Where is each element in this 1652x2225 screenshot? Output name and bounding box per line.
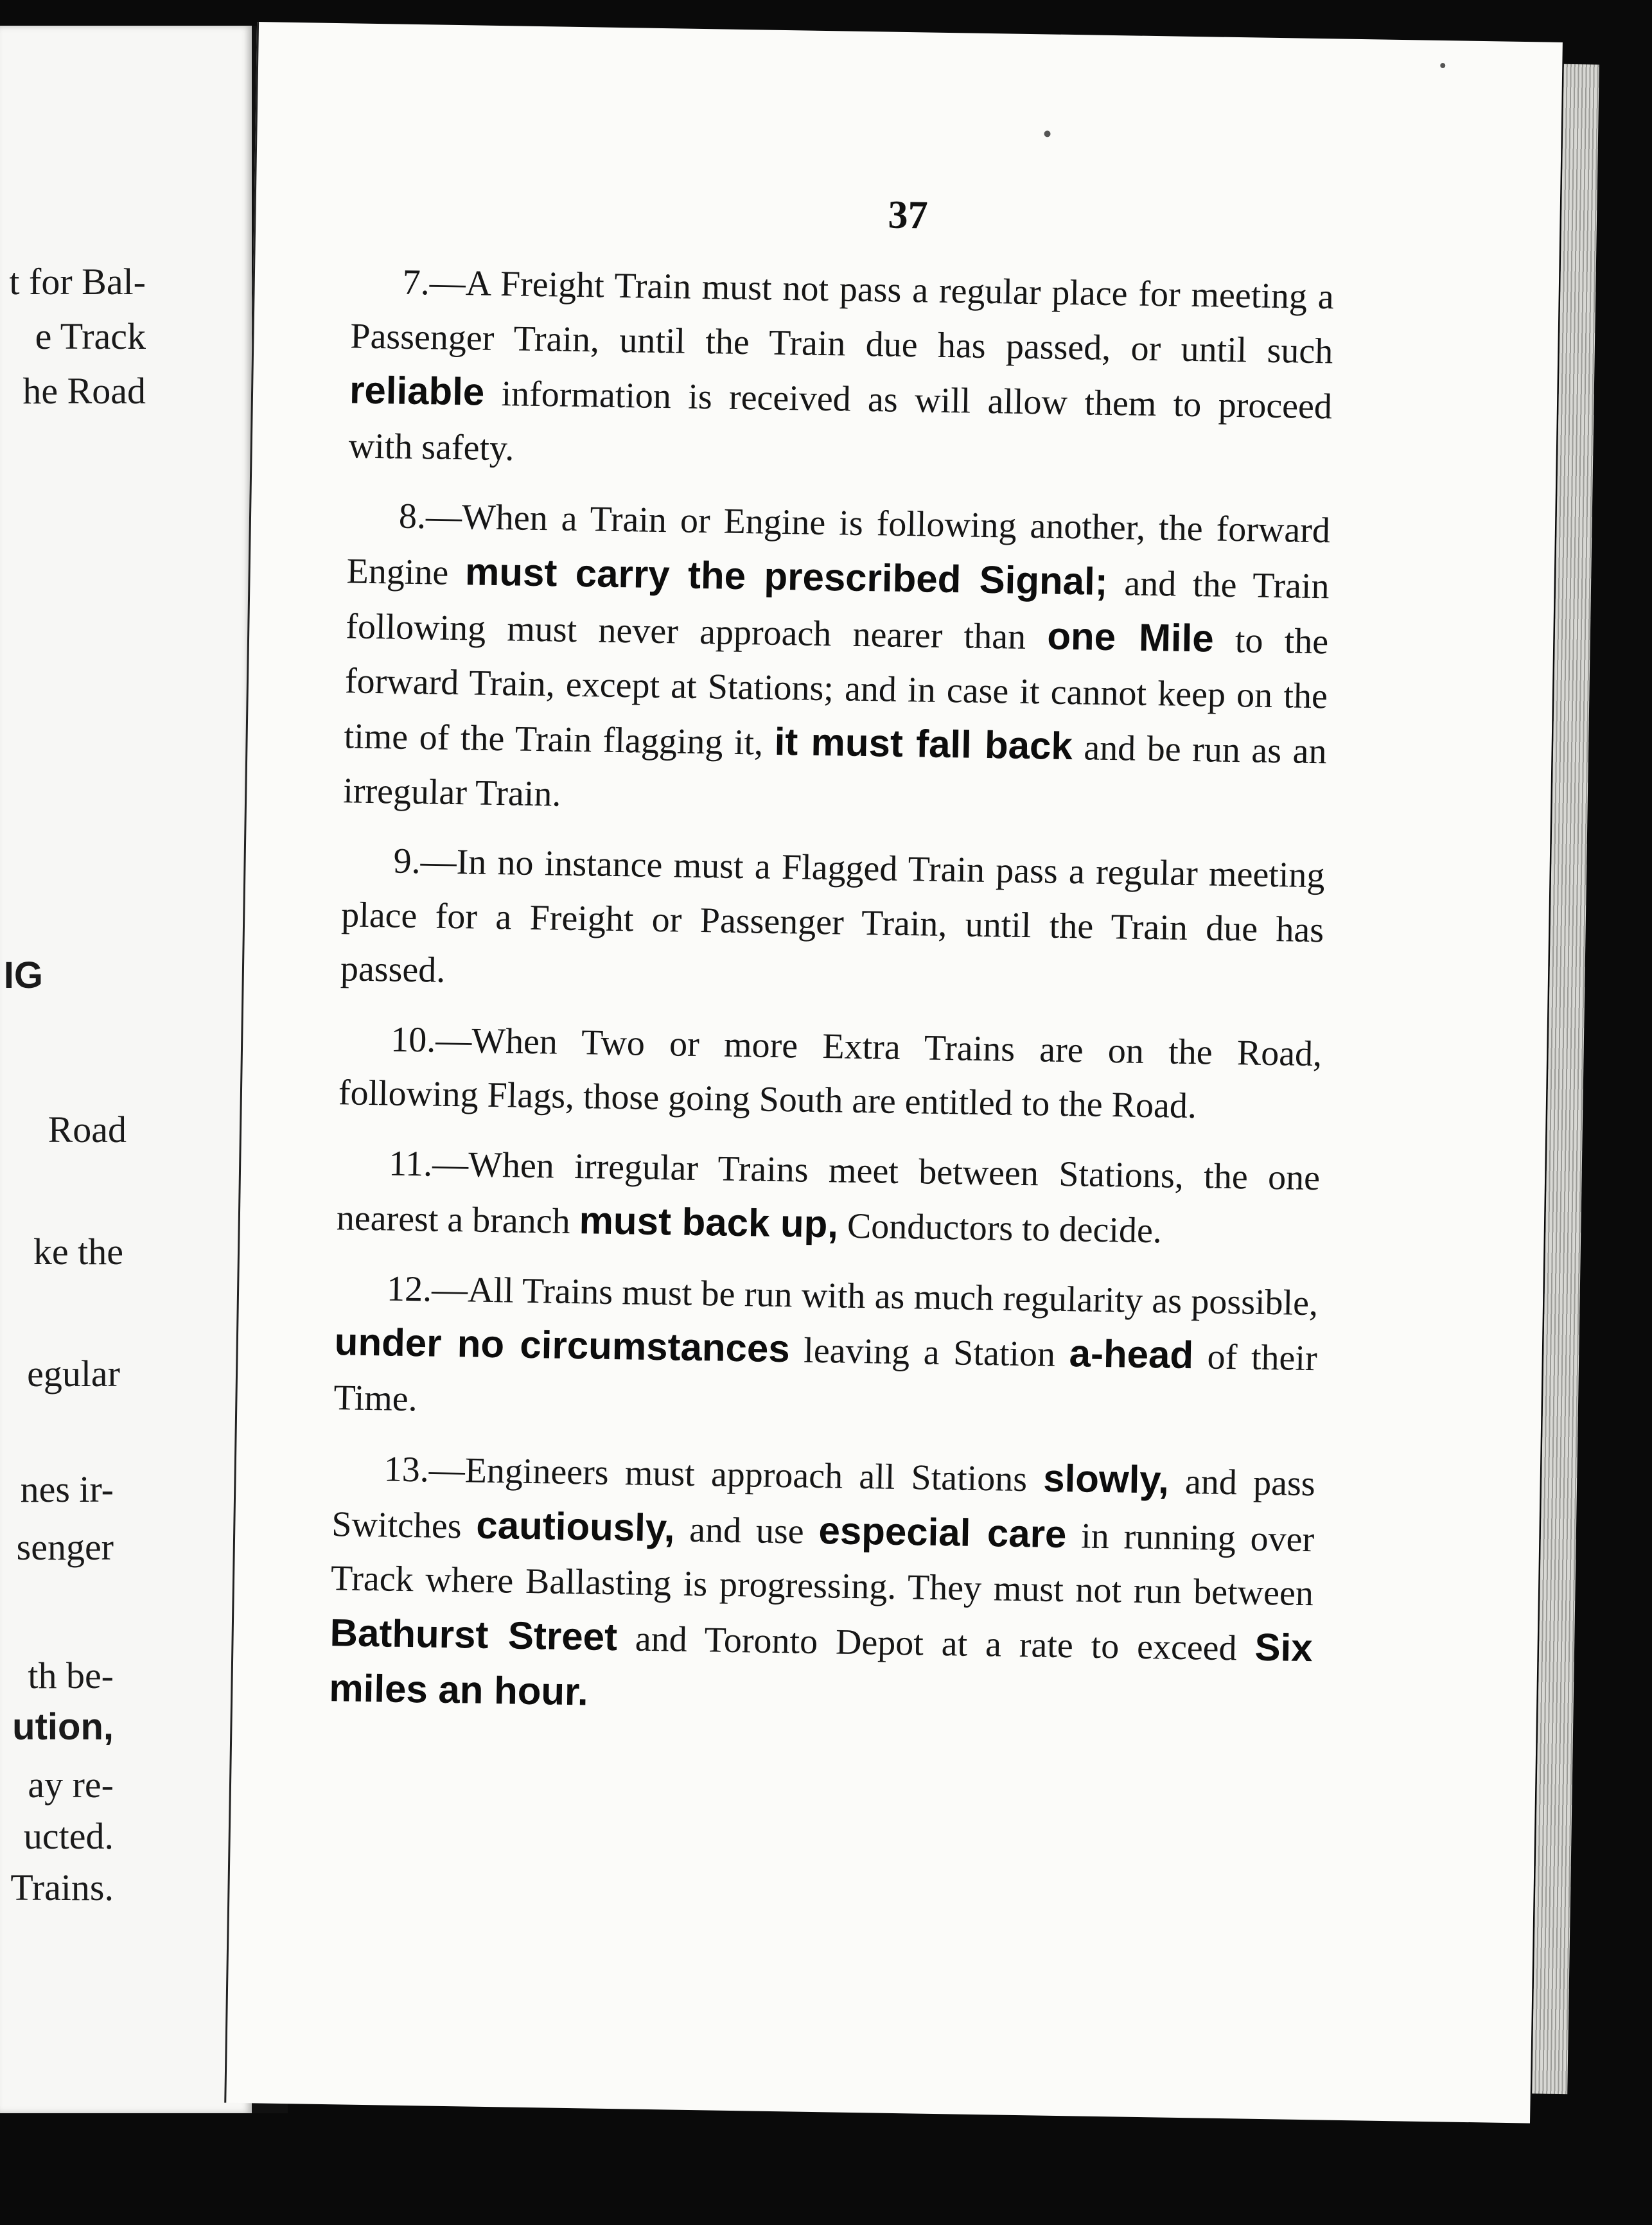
emphasized-text: reliable <box>349 368 485 414</box>
emphasized-text: it must fall back <box>774 719 1073 768</box>
left-line-9: senger <box>16 1526 114 1568</box>
body-text: and Toronto Depot at a rate to exceed <box>617 1618 1255 1669</box>
body-text: 11.—When irregular Trains meet between Stations, the one nearest a branch <box>336 1143 1321 1242</box>
body-text: leaving a Station <box>789 1330 1070 1375</box>
rule-paragraph-9 <box>340 833 1325 1012</box>
body-text: 13.—Engineers must approach all Stations <box>383 1449 1044 1500</box>
body-text: and be run as an irregular Train. <box>342 728 1327 814</box>
body-text: to the forward Train, except at Stations; and in case it cannot keep on the time of the Train flagging it, <box>344 620 1329 763</box>
emphasized-text: must carry the prescribed Signal; <box>464 549 1109 603</box>
rule-paragraph-12 <box>333 1261 1319 1441</box>
emphasized-text: a-head <box>1069 1332 1194 1377</box>
left-line-4: IG <box>3 954 43 996</box>
rule-paragraph-8 <box>343 488 1331 833</box>
body-text: in running over Track where Ballasting is progressing. They must not run between <box>330 1515 1315 1614</box>
left-line-2: e Track <box>35 315 146 357</box>
left-page-fragment <box>0 26 252 2113</box>
body-text: 9.—In no instance must a Flagged Train pass a regular meeting place for a Freight or Passenger Train, until the Train due has passed. <box>340 841 1325 990</box>
emphasized-text: under no circumstances <box>334 1320 791 1371</box>
emphasized-text: slowly, <box>1042 1456 1170 1502</box>
body-text: information is received as will allow them to proceed with safety. <box>348 373 1333 468</box>
left-line-7: egular <box>27 1353 120 1394</box>
rules-text-block <box>328 254 1334 1747</box>
left-line-13: ucted. <box>23 1815 114 1857</box>
rule-paragraph-7 <box>348 254 1334 488</box>
left-line-3: he Road <box>22 370 146 412</box>
emphasized-text: cautiously, <box>475 1503 675 1550</box>
left-line-10: th be- <box>28 1655 114 1696</box>
body-text: and use <box>674 1509 820 1552</box>
left-line-11: ution, <box>12 1706 114 1748</box>
body-text: 8.—When a Train or Engine is following another, the forward Engine <box>346 496 1331 593</box>
emphasized-text: one Mile <box>1046 614 1215 660</box>
left-line-8: nes ir- <box>20 1468 114 1510</box>
left-line-14: Trains. <box>10 1867 114 1908</box>
body-text: of their Time. <box>333 1337 1318 1419</box>
left-line-5: Road <box>48 1109 127 1150</box>
print-speck <box>1440 63 1445 68</box>
print-speck <box>1044 130 1050 137</box>
emphasized-text: especial care <box>818 1508 1067 1556</box>
emphasized-text: Six miles an hour. <box>328 1625 1314 1714</box>
emphasized-text: must back up, <box>579 1199 839 1246</box>
body-text: 12.—All Trains must be run with as much regularity as possible, <box>386 1268 1319 1323</box>
body-text: Conductors to decide. <box>838 1206 1163 1251</box>
left-line-6: ke the <box>33 1231 123 1272</box>
rule-paragraph-11 <box>336 1136 1320 1261</box>
rule-paragraph-10 <box>338 1012 1322 1136</box>
body-text: 7.—A Freight Train must not pass a regular place for meeting a Passenger Train, until the Train due has passed, or until such <box>349 262 1335 371</box>
body-text: and pass Switches <box>331 1461 1316 1547</box>
body-text: and the Train following must never approach nearer than <box>345 563 1330 658</box>
left-line-1: t for Bal- <box>9 261 146 303</box>
emphasized-text: Bathurst Street <box>330 1610 618 1658</box>
page-number: 37 <box>887 193 929 238</box>
left-line-12: ay re- <box>28 1764 114 1806</box>
right-page <box>224 22 1563 2124</box>
rule-paragraph-13 <box>329 1440 1316 1732</box>
body-text: 10.—When Two or more Extra Trains are on the Road, following Flags, those going South are entitled to the Road. <box>338 1019 1322 1127</box>
